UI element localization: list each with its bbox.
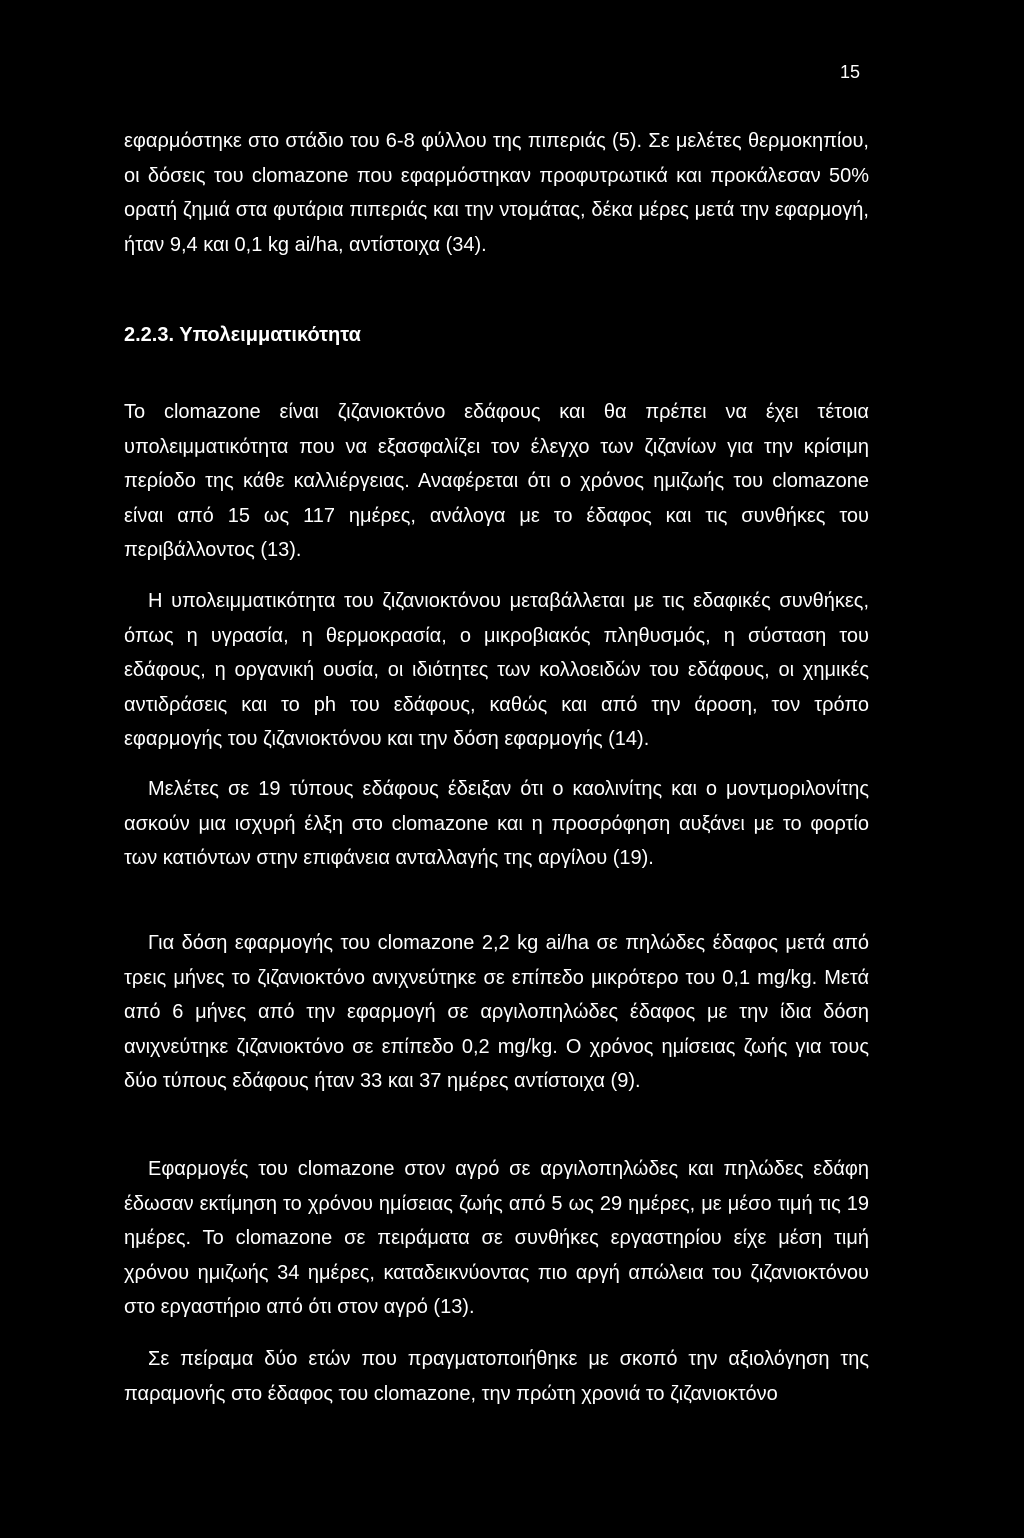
page-number: 15 bbox=[839, 62, 860, 82]
paragraph-conditions: Η υπολειμματικότητα του ζιζανιοκτόνου μεταβάλλεται με τις εδαφικές συνθήκες, όπως η υγρασία, η θερμοκρασία, ο μικροβιακός πληθυσμός, η σύσταση του εδάφους, η οργανική ουσία, οι ιδιότητες των κολλοειδών του εδάφους, οι χημικές αντιδράσεις και το ph του εδάφους, καθώς και από την άροση, τον τρόπο εφαρμογής του ζιζανιοκτόνου και την δόση εφαρμογής (14). bbox=[124, 590, 869, 750]
paragraph-studies: Μελέτες σε 19 τύπους εδάφους έδειξαν ότι ο καολινίτης και ο μοντμοριλονίτης ασκούν μια ισχυρή έλξη στο clomazone και η προσρόφηση αυξάνει με το φορτίο των κατιόντων στην επιφάνεια ανταλλαγής της αργίλου (19). bbox=[124, 778, 869, 869]
paragraph-dose: Για δόση εφαρμογής του clomazone 2,2 kg ai/ha σε πηλώδες έδαφος μετά από τρεις μήνες το ζιζανιοκτόνο ανιχνεύτηκε σε επίπεδο μικρότερο του 0,1 mg/kg. Μετά από 6 μήνες από την εφαρμογή σε αργιλοπηλώδες έδαφος με την ίδια δόση ανιχνεύτηκε ζιζανιοκτόνο σε επίπεδο 0,2 mg/kg. Ο χρόνος ημίσειας ζωής για τους δύο τύπους εδάφους ήταν 33 και 37 ημέρες αντίστοιχα (9). bbox=[124, 932, 869, 1092]
paragraph-residual: Το clomazone είναι ζιζανιοκτόνο εδάφους και θα πρέπει να έχει τέτοια υπολειμματικότητα που να εξασφαλίζει τον έλεγχο των ζιζανίων για την κρίσιμη περίοδο της κάθε καλλιέργειας. Αναφέρεται ότι ο χρόνος ημιζωής του clomazone είναι από 15 ως 117 ημέρες, ανάλογα με το έδαφος και τις συνθήκες του περιβάλλοντος (13). bbox=[124, 401, 869, 561]
paragraph-field: Εφαρμογές του clomazone στον αγρό σε αργιλοπηλώδες και πηλώδες εδάφη έδωσαν εκτίμηση το χρόνου ημίσειας ζωής από 5 ως 29 ημέρες, με μέσο τιμή τις 19 ημέρες. Το clomazone σε πειράματα σε συνθήκες εργαστηρίου είχε μέση τιμή χρόνου ημιζωής 34 ημέρες, καταδεικνύοντας πιο αργή απώλεια του ζιζανιοκτόνου στο εργαστήριο από ότι στον αγρό (13). bbox=[124, 1158, 869, 1318]
paragraph-intro: εφαρμόστηκε στο στάδιο του 6-8 φύλλου της πιπεριάς (5). Σε μελέτες θερμοκηπίου, οι δόσεις του clomazone που εφαρμόστηκαν προφυτρωτικά και προκάλεσαν 50% ορατή ζημιά στα φυτάρια πιπεριάς και την ντομάτας, δέκα μέρες μετά την εφαρμογή, ήταν 9,4 και 0,1 kg ai/ha, αντίστοιχα (34). bbox=[124, 130, 869, 256]
section-heading: 2.2.3. Υπολειμματικότητα bbox=[124, 324, 361, 346]
paragraph-experiment: Σε πείραμα δύο ετών που πραγματοποιήθηκε με σκοπό την αξιολόγηση της παραμονής στο έδαφος του clomazone, την πρώτη χρονιά το ζιζανιοκτόνο bbox=[124, 1348, 869, 1405]
